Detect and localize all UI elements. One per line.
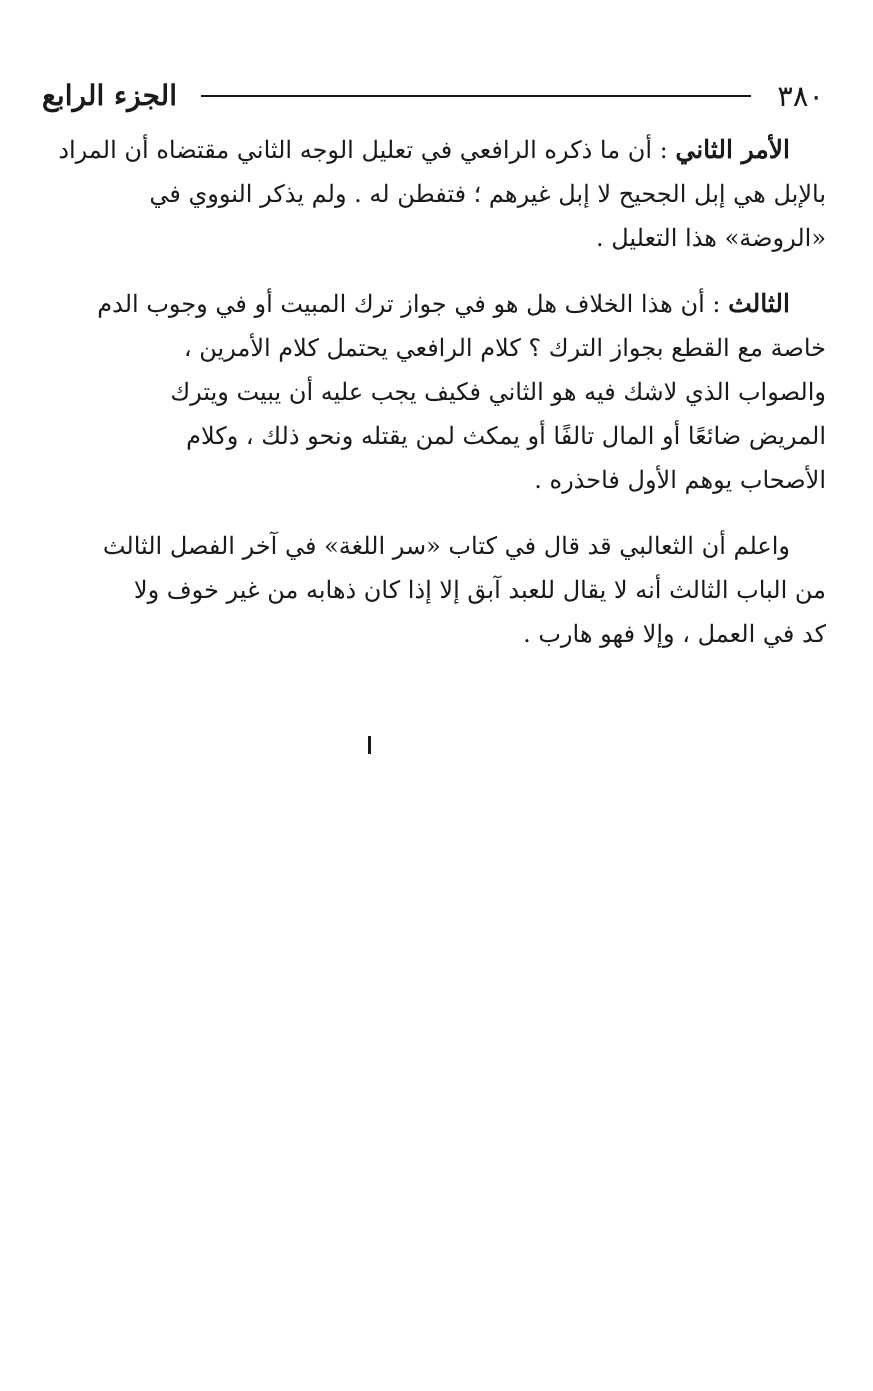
paragraph-second-matter: [44, 128, 826, 260]
page-body: [44, 128, 826, 678]
stray-ink-mark: [368, 736, 371, 754]
running-title: الجزء الرابع: [42, 79, 177, 112]
paragraph-third: [44, 282, 826, 502]
page-number: ٣٨٠: [777, 78, 824, 113]
text-line: الأصحاب يوهم الأول فاحذره .: [534, 466, 826, 494]
page-header: [42, 76, 824, 116]
text-line: «الروضة» هذا التعليل .: [595, 224, 826, 252]
text-line: [44, 282, 826, 326]
text-line: بالإبل هي إبل الجحيح لا إبل غيرهم ؛ فتفطن له . ولم يذكر النووي في: [149, 180, 826, 208]
text-line: من الباب الثالث أنه لا يقال للعبد آبق إلا إذا كان ذهابه من غير خوف ولا: [133, 576, 826, 604]
line-text: : أن ما ذكره الرافعي في تعليل الوجه الثاني مقتضاه أن المراد: [58, 136, 676, 164]
line-text: : أن هذا الخلاف هل هو في جواز ترك المبيت أو في وجوب الدم: [97, 290, 729, 318]
paragraph-lead: الثالث: [728, 289, 790, 318]
text-line: واعلم أن الثعالبي قد قال في كتاب «سر اللغة» في آخر الفصل الثالث: [102, 532, 790, 560]
text-line: المريض ضائعًا أو المال تالفًا أو يمكث لمن يقتله ونحو ذلك ، وكلام: [186, 422, 826, 450]
paragraph-thaalibi: [44, 524, 826, 656]
text-line: [44, 128, 826, 172]
text-line: كد في العمل ، وإلا فهو هارب .: [523, 620, 826, 648]
paragraph-lead: الأمر الثاني: [675, 135, 790, 164]
header-rule: [201, 95, 751, 97]
text-line: خاصة مع القطع بجواز الترك ؟ كلام الرافعي يحتمل كلام الأمرين ،: [183, 334, 826, 362]
text-line: والصواب الذي لاشك فيه هو الثاني فكيف يجب عليه أن يبيت ويترك: [170, 378, 826, 406]
